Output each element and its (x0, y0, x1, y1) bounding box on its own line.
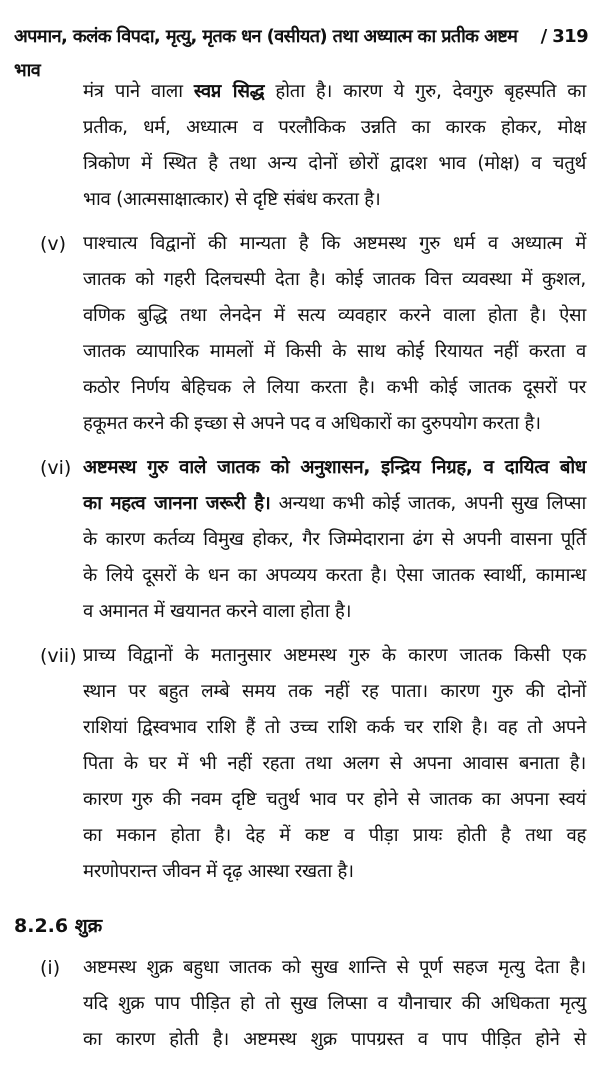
paragraph (0, 226, 600, 442)
section-heading: 8.2.6 शुक्र (14, 915, 103, 937)
text-run: का मकान होता है। देह में कष्ट व पीड़ा प्रायः होती है तथा वह (83, 825, 586, 846)
bold-text: का महत्व जानना जरूरी है। (83, 493, 271, 514)
text-line (83, 334, 586, 370)
text-line (83, 406, 586, 442)
text-run: स्थान पर बहुत लम्बे समय तक नहीं रह पाता। कारण गुरु की दोनों (83, 681, 586, 702)
text-run: प्रतीक, धर्म, अध्यात्म व परलौकिक उन्नति का कारक होकर, मोक्ष (83, 117, 586, 138)
text-run: प्राच्य विद्वानों के मतानुसार अष्टमस्थ गुरु के कारण जातक किसी एक (83, 645, 586, 666)
text-run: भाव (आत्मसाक्षात्कार) से दृष्टि संबंध करता है। (83, 189, 381, 210)
bold-text: अष्टमस्थ गुरु वाले जातक को अनुशासन, इन्द्रिय निग्रह, व दायित्व बोध (83, 457, 586, 478)
text-line (83, 370, 586, 406)
paragraph (0, 74, 600, 218)
list-label: (v) (40, 233, 67, 255)
bold-text: स्वप्न सिद्ध (193, 81, 265, 102)
text-run: के कारण कर्तव्य विमुख होकर, गैर जिम्मेदाराना ढंग से अपनी वासना पूर्ति (83, 529, 586, 550)
text-run: अष्टमस्थ शुक्र बहुधा जातक को सुख शान्ति से पूर्ण सहज मृत्यु देता है। (83, 957, 586, 978)
paragraph (0, 950, 600, 1058)
text-line (83, 674, 586, 710)
text-line (83, 818, 586, 854)
text-run: जातक व्यापारिक मामलों में किसी के साथ कोई रियायत नहीं करता व (83, 341, 586, 362)
text-line (83, 854, 586, 890)
page-body (0, 74, 600, 1066)
text-run: जातक को गहरी दिलचस्पी देता है। कोई जातक वित्त व्यवस्था में कुशल, (83, 269, 586, 290)
chapter-title: अपमान, कलंक विपदा, मृत्यु, मृतक धन (वसीयत) तथा अध्यात्म का प्रतीक अष्टम भाव (14, 26, 518, 81)
text-run: राशियां द्विस्वभाव राशि हैं तो उच्च राशि कर्क चर राशि है। वह तो अपने (83, 717, 586, 738)
text-line (83, 638, 586, 674)
text-run: कठोर निर्णय बेहिचक ले लिया करता है। कभी कोई जातक दूसरों पर (83, 377, 586, 398)
list-label: (vi) (40, 457, 72, 479)
list-label: (i) (40, 957, 61, 979)
text-run: पाश्चात्य विद्वानों की मान्यता है कि अष्टमस्थ गुरु धर्म व अध्यात्म में (83, 233, 586, 254)
text-line (83, 950, 586, 986)
text-line (83, 782, 586, 818)
paragraph (0, 638, 600, 890)
text-run: व अमानत में खयानत करने वाला होता है। (83, 601, 352, 622)
list-label: (vii) (40, 645, 77, 667)
text-run: हकूमत करने की इच्छा से अपने पद व अधिकारों का दुरुपयोग करता है। (83, 413, 541, 434)
text-line (83, 486, 586, 522)
text-run: मंत्र पाने वाला (83, 81, 194, 102)
text-line (83, 226, 586, 262)
text-line (83, 298, 586, 334)
text-line (83, 710, 586, 746)
text-line (83, 74, 586, 110)
paragraph (0, 450, 600, 630)
text-line (83, 522, 586, 558)
text-line (83, 558, 586, 594)
text-line (83, 146, 586, 182)
text-run: मरणोपरान्त जीवन में दृढ़ आस्था रखता है। (83, 861, 354, 882)
text-run: अन्यथा कभी कोई जातक, अपनी सुख लिप्सा (270, 493, 586, 514)
text-run: पिता के घर में भी नहीं रहता तथा अलग से अपना आवास बनाता है। (83, 753, 586, 774)
text-line (83, 262, 586, 298)
text-line (83, 594, 586, 630)
text-line (83, 986, 586, 1022)
text-run: कारण गुरु की नवम दृष्टि चतुर्थ भाव पर होने से जातक का अपना स्वयं (83, 789, 586, 810)
text-run: वणिक बुद्धि तथा लेनदेन में सत्य व्यवहार करने वाला होता है। ऐसा (83, 305, 586, 326)
text-line (83, 746, 586, 782)
text-line (83, 450, 586, 486)
text-run: होता है। कारण ये गुरु, देवगुरु बृहस्पति का (264, 81, 586, 102)
text-run: का कारण होती है। अष्टमस्थ शुक्र पापग्रस्त व पाप पीड़ित होने से (83, 1029, 586, 1050)
text-line (83, 1022, 586, 1058)
text-run: त्रिकोण में स्थित है तथा अन्य दोनों छोरों द्वादश भाव (मोक्ष) व चतुर्थ (83, 153, 586, 174)
text-line (83, 182, 586, 218)
text-run: यदि शुक्र पाप पीड़ित हो तो सुख लिप्सा व यौनाचार की अधिकता मृत्यु (83, 993, 586, 1014)
text-run: के लिये दूसरों के धन का अपव्यय करता है। ऐसा जातक स्वार्थी, कामान्ध (83, 565, 586, 586)
text-line (83, 110, 586, 146)
page-number: / 319 (540, 26, 588, 47)
